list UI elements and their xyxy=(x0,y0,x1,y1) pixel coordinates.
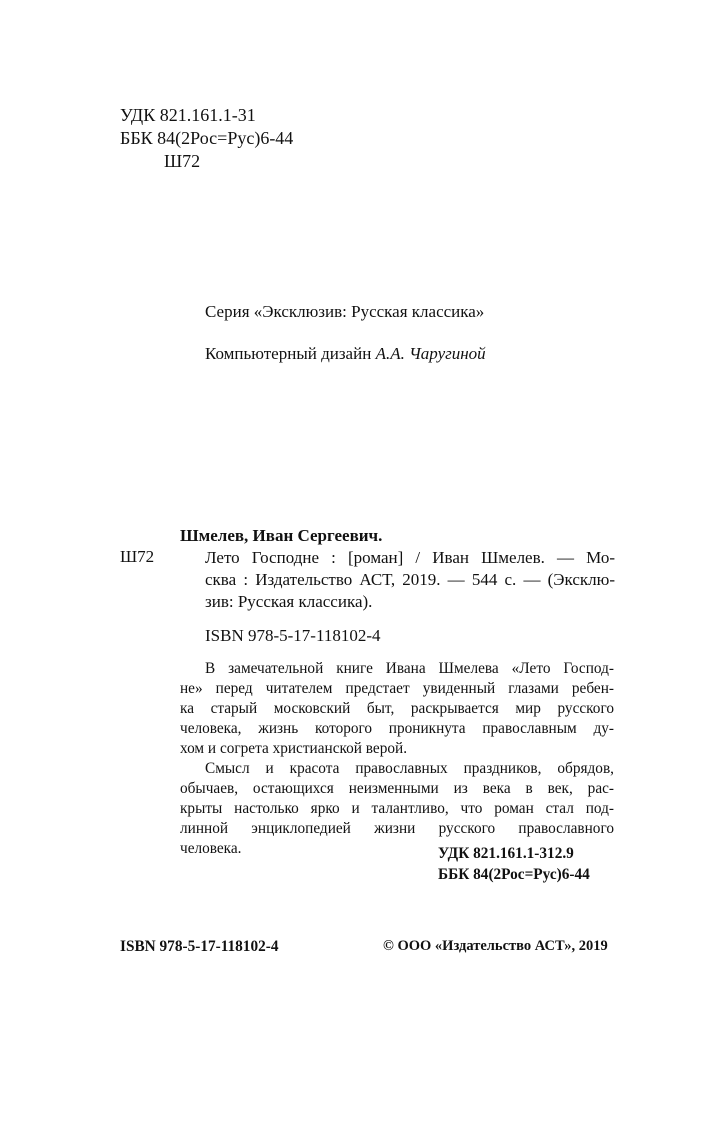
bbk-code: ББК 84(2Рос=Рус)6-44 xyxy=(120,128,294,148)
annotation xyxy=(180,659,614,859)
design-credit-prefix: Компьютерный дизайн xyxy=(205,344,376,363)
record-author-mark: Ш72 xyxy=(120,547,155,566)
annotation-line: хом и согрета христианской верой. xyxy=(180,740,408,757)
record-isbn: ISBN 978-5-17-118102-4 xyxy=(205,626,381,645)
annotation-line: человека, жизнь которого проникнута православным ду- xyxy=(180,720,614,737)
biblio-line: сква : Издательство АСТ, 2019. — 544 с. — (Эксклю- xyxy=(205,570,615,589)
biblio-line: зив: Русская классика). xyxy=(205,592,373,611)
footer-isbn: ISBN 978-5-17-118102-4 xyxy=(120,938,279,955)
annotation-line: человека. xyxy=(180,840,242,857)
author-heading: Шмелев, Иван Сергеевич. xyxy=(180,526,383,545)
author-mark: Ш72 xyxy=(164,151,201,171)
bibliographic-description xyxy=(205,547,615,613)
top-classification-block xyxy=(120,104,293,173)
annotation-line: не» перед читателем предстает увиденный глазами ребен- xyxy=(180,680,614,697)
design-credit xyxy=(205,344,486,364)
annotation-line: крыты настолько ярко и талантливо, что роман стал под- xyxy=(180,800,614,817)
copyright-notice: © ООО «Издательство АСТ», 2019 xyxy=(383,938,608,954)
annotation-line: обычаев, остающихся неизменными из века в век, рас- xyxy=(180,780,614,797)
udk-code-full: УДК 821.161.1-312.9 xyxy=(438,845,574,862)
bottom-classification-block xyxy=(438,843,590,885)
annotation-line: Смысл и красота православных праздников, обрядов, xyxy=(205,760,614,777)
series-title: Серия «Эксклюзив: Русская классика» xyxy=(205,302,485,321)
bbk-code-full: ББК 84(2Рос=Рус)6-44 xyxy=(438,866,590,883)
annotation-line: ка старый московский быт, раскрывается мир русского xyxy=(180,700,614,717)
biblio-line: Лето Господне : [роман] / Иван Шмелев. — Мо- xyxy=(205,548,615,567)
annotation-line: линной энциклопедией жизни русского православного xyxy=(180,820,614,837)
udk-code: УДК 821.161.1-31 xyxy=(120,105,256,125)
annotation-line: В замечательной книге Ивана Шмелева «Лето Господ- xyxy=(205,660,614,677)
designer-name: А.А. Чаругиной xyxy=(375,344,486,363)
